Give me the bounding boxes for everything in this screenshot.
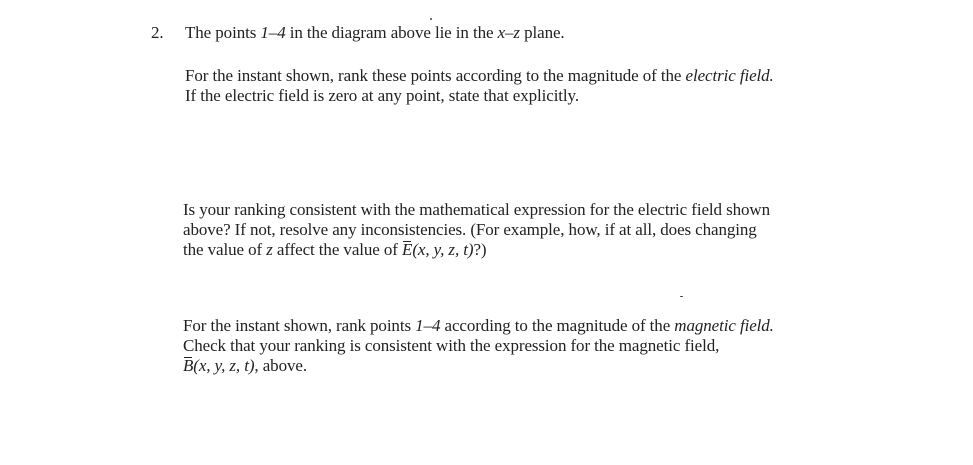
consistency-end: ?): [473, 240, 487, 259]
electric-ranking-line-2: If the electric field is zero at any point, state that explicitly.: [185, 86, 580, 105]
electric-ranking-line-1: [185, 66, 774, 86]
consistency-line-2: above? If not, resolve any inconsistencies. (For example, how, if at all, does changing: [183, 220, 757, 239]
magnetic-ranking-line-2: Check that your ranking is consistent with the expression for the magnetic field,: [183, 336, 720, 355]
consistency-text-a: the value of: [183, 240, 267, 259]
intro-plane: x–z: [497, 23, 520, 42]
magnetic-ranking-line-3: [183, 356, 307, 376]
intro-points: 1–4: [260, 23, 286, 42]
electric-field-args: (x, y, z, t): [412, 240, 474, 259]
electric-field-vector: E: [402, 240, 413, 259]
intro-text-1: The points: [185, 23, 261, 42]
magnetic-ranking-line-1: [183, 316, 774, 336]
question-number: 2.: [151, 23, 164, 42]
intro-text-2: in the diagram above lie in the: [285, 23, 498, 42]
magnetic-end: , above.: [254, 356, 307, 375]
magnetic-text-a: For the instant shown, rank points: [183, 316, 416, 335]
scan-speck: [430, 18, 432, 20]
magnetic-field-vector: B: [183, 356, 194, 375]
scan-speck: [680, 296, 683, 297]
magnetic-text-b: according to the magnitude of the: [440, 316, 675, 335]
electric-ranking-text: For the instant shown, rank these points according to the magnitude of the: [185, 66, 686, 85]
consistency-text-b: affect the value of: [272, 240, 403, 259]
intro-text-3: plane.: [519, 23, 565, 42]
magnetic-field-args: (x, y, z, t): [193, 356, 255, 375]
consistency-line-1: Is your ranking consistent with the mathematical expression for the electric field shown: [183, 200, 770, 219]
electric-field-term: electric field.: [685, 66, 774, 85]
z-variable: z: [266, 240, 273, 259]
magnetic-field-term: magnetic field.: [674, 316, 774, 335]
magnetic-points: 1–4: [415, 316, 441, 335]
consistency-line-3: [183, 240, 486, 260]
question-intro: [185, 23, 565, 43]
